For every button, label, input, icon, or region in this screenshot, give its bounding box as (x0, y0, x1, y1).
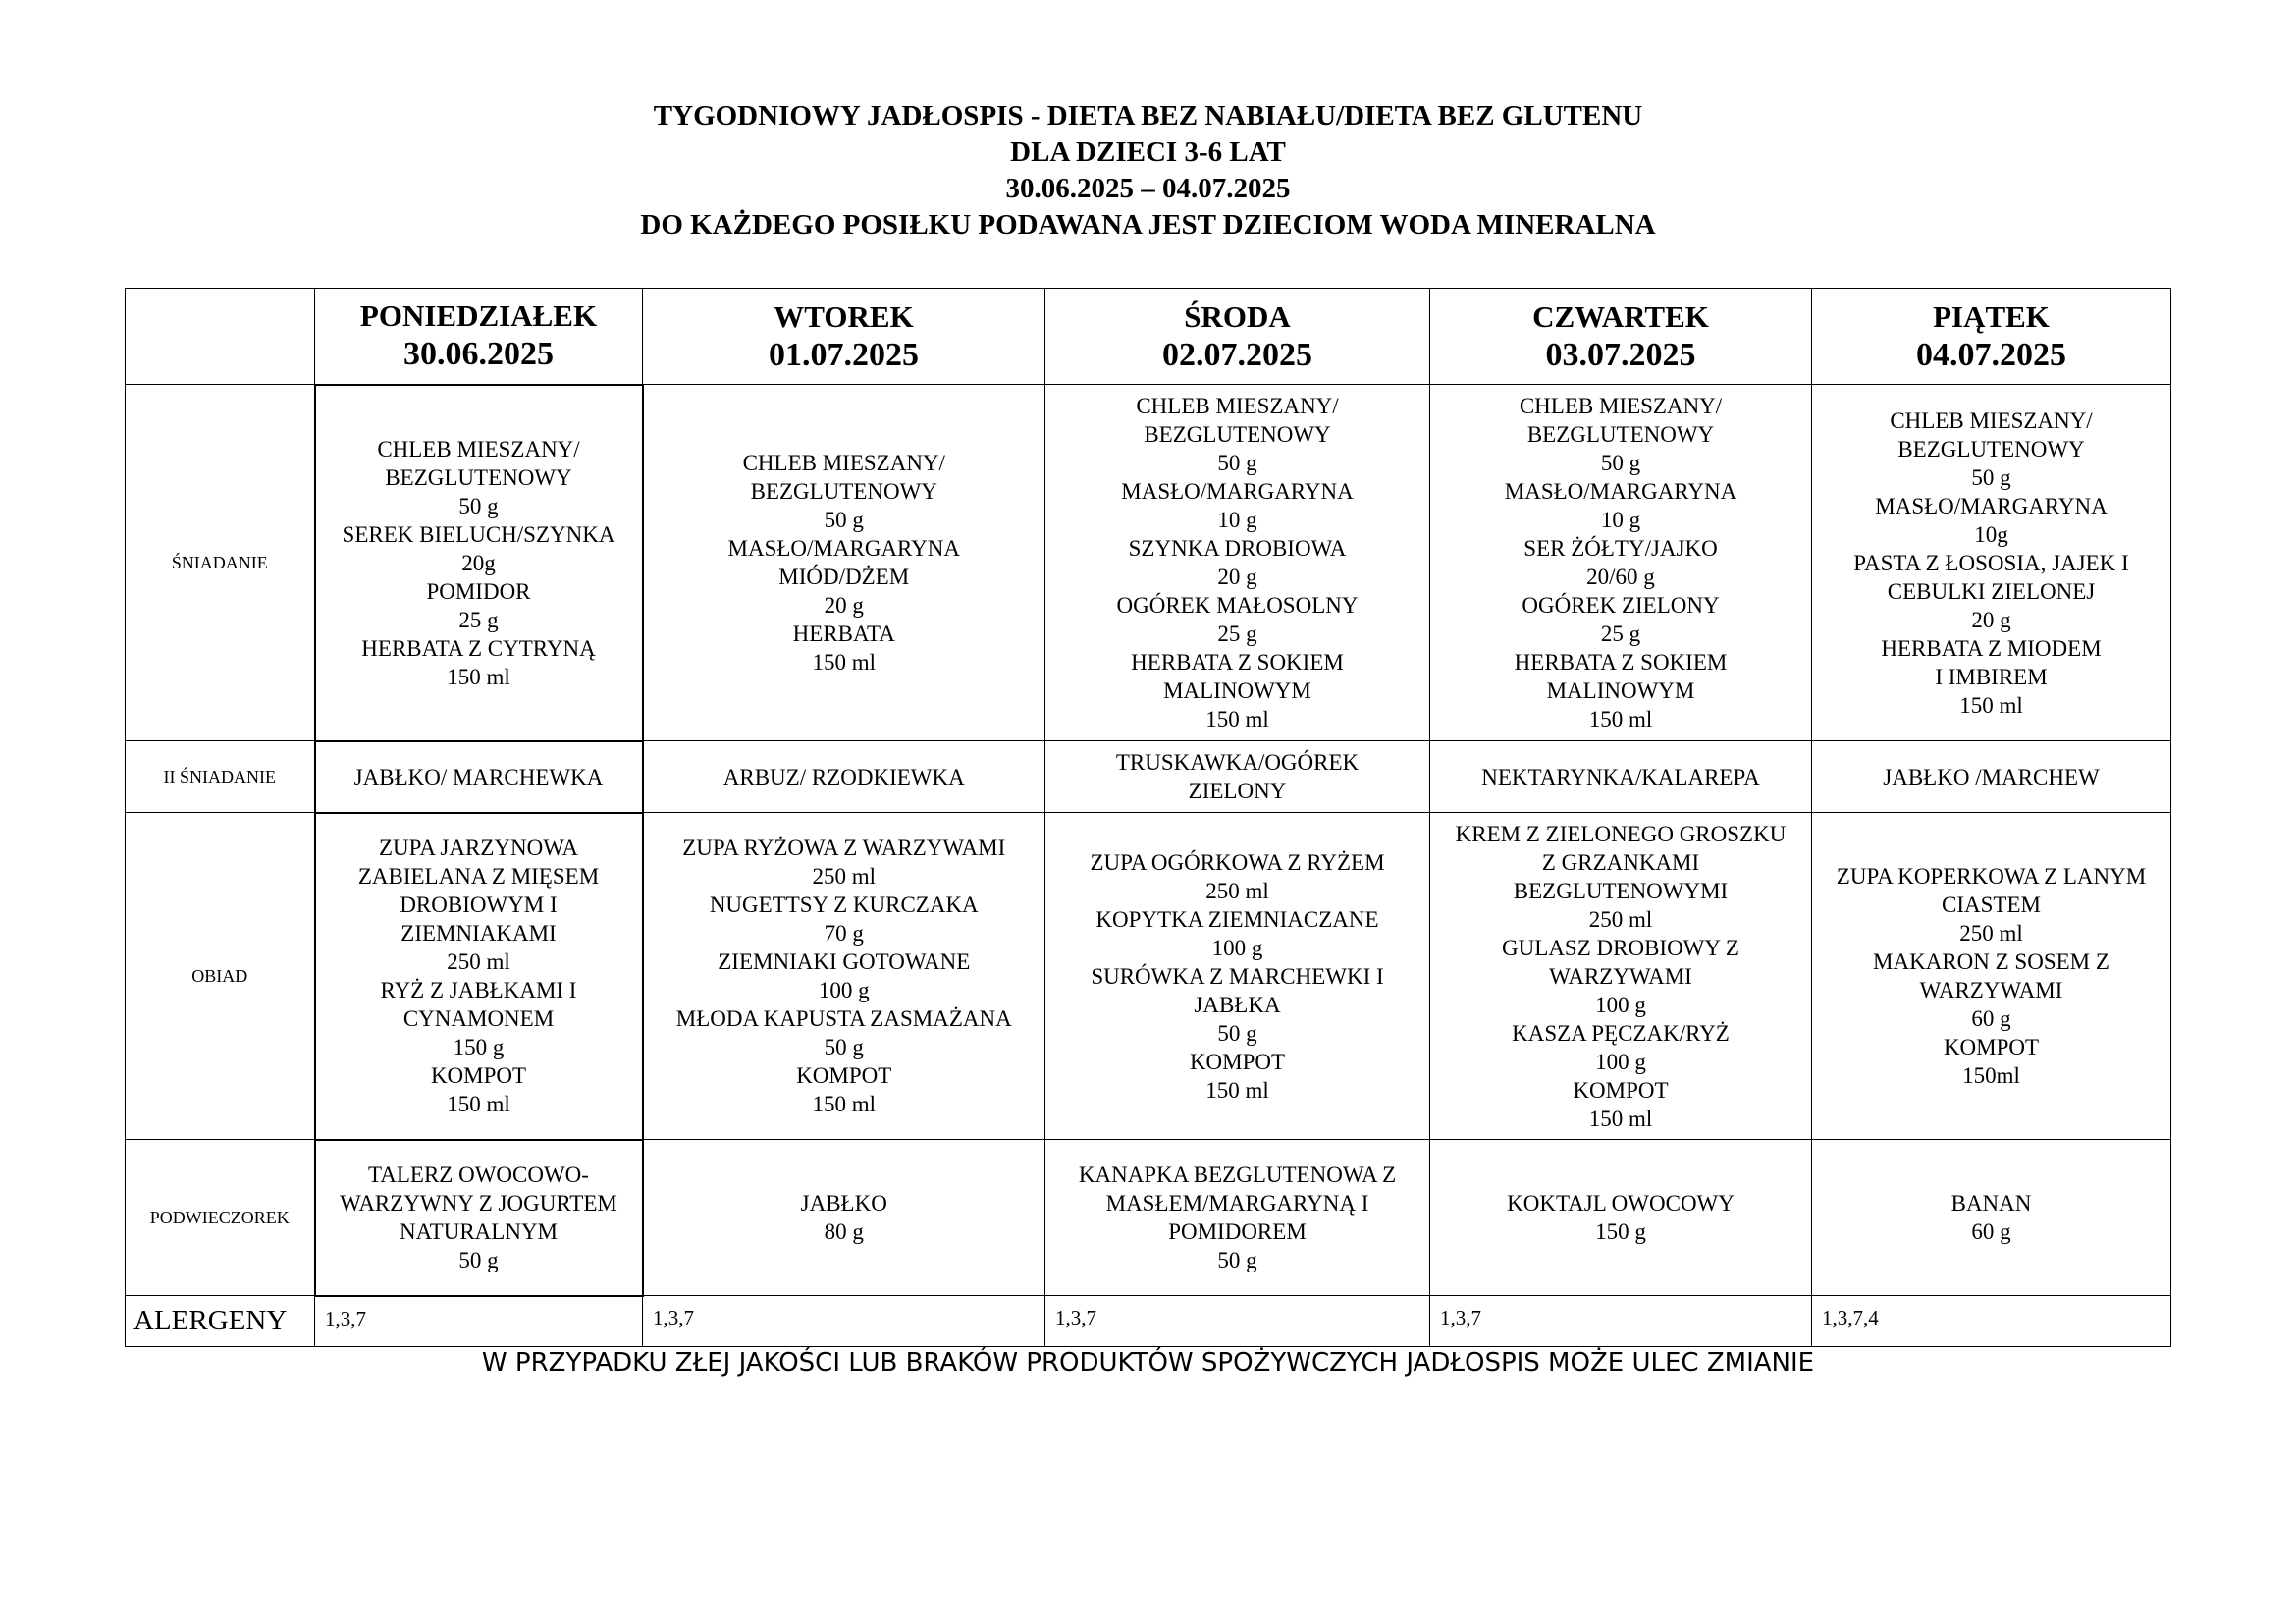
menu-line: KOMPOT (1573, 1077, 1669, 1103)
day-name: PIĄTEK (1933, 298, 2050, 334)
menu-line: WARZYWAMI (1919, 978, 2063, 1002)
menu-line: HERBATA (792, 622, 895, 646)
menu-line: 150 ml (812, 1092, 877, 1116)
menu-line: 250 ml (1959, 921, 2023, 946)
meal-label: ŚNIADANIE (126, 385, 315, 741)
menu-line: TALERZ OWOCOWO- (368, 1163, 589, 1187)
menu-line: KREM Z ZIELONEGO GROSZKU (1455, 821, 1787, 846)
meal-cell (1045, 741, 1430, 813)
day-header-wednesday (1045, 289, 1430, 385)
menu-line: JABŁKO (800, 1191, 887, 1216)
menu-line: KASZA PĘCZAK/RYŻ (1512, 1020, 1730, 1046)
allergens-value: 1,3,7 (1045, 1296, 1430, 1347)
menu-line: 20 g (824, 593, 864, 618)
age-group: DLA DZIECI 3-6 LAT (1010, 136, 1286, 168)
menu-line: POMIDOREM (1168, 1219, 1307, 1244)
menu-line: 10 g (1600, 508, 1641, 532)
menu-line: OGÓREK MAŁOSOLNY (1116, 593, 1359, 618)
allergens-label: ALERGENY (126, 1296, 315, 1347)
menu-line: BEZGLUTENOWY (385, 464, 572, 490)
allergens-value: 1,3,7 (1430, 1296, 1812, 1347)
meal-cell (1430, 813, 1812, 1140)
menu-line: SER ŻÓŁTY/JAJKO (1523, 536, 1718, 561)
weekly-menu-table (125, 288, 2171, 1347)
menu-line: 20g (461, 550, 496, 575)
day-name: CZWARTEK (1532, 298, 1709, 334)
menu-line: GULASZ DROBIOWY Z (1502, 935, 1739, 960)
meal-cell (1430, 385, 1812, 741)
meal-cell (1812, 813, 2171, 1140)
meal-cell (1045, 1140, 1430, 1296)
menu-line: 80 g (824, 1219, 864, 1244)
menu-line: JABŁKA (1194, 992, 1281, 1017)
allergens-value: 1,3,7 (643, 1296, 1045, 1347)
menu-line: 150 ml (447, 1092, 510, 1116)
meal-cell (1812, 1140, 2171, 1296)
meal-row-afternoon-snack (126, 1140, 2171, 1296)
day-header-tuesday (643, 289, 1045, 385)
menu-line: 100 g (818, 978, 870, 1002)
menu-line: 150 ml (447, 664, 510, 689)
menu-line: 100 g (1211, 935, 1263, 960)
menu-line: CHLEB MIESZANY/ (1519, 394, 1723, 418)
menu-line: 25 g (1600, 622, 1641, 646)
menu-line: DROBIOWYM I (400, 893, 558, 917)
menu-line: 60 g (1971, 1006, 2011, 1031)
menu-line: SEREK BIELUCH/SZYNKA (342, 521, 615, 547)
meal-cell (315, 385, 643, 741)
menu-line: 50 g (824, 508, 864, 532)
menu-line: 25 g (1217, 622, 1257, 646)
menu-line: 50 g (1971, 464, 2011, 490)
menu-line: RYŻ Z JABŁKAMI I (380, 978, 577, 1002)
meal-cell (1812, 741, 2171, 813)
menu-line: BEZGLUTENOWY (1897, 436, 2085, 461)
day-header-thursday (1430, 289, 1812, 385)
menu-line: NATURALNYM (400, 1219, 558, 1244)
menu-line: 150 ml (1588, 707, 1653, 731)
menu-line: 60 g (1971, 1219, 2011, 1244)
menu-line: MAKARON Z SOSEM Z (1873, 949, 2109, 974)
menu-line: SZYNKA DROBIOWA (1128, 536, 1347, 561)
menu-line: CHLEB MIESZANY/ (742, 451, 945, 475)
menu-line: BEZGLUTENOWY (750, 479, 937, 504)
menu-line: NUGETTSY Z KURCZAKA (709, 893, 979, 917)
menu-line: KOMPOT (796, 1063, 892, 1088)
day-name: PONIEDZIAŁEK (359, 298, 598, 334)
menu-line: MŁODA KAPUSTA ZASMAŻANA (675, 1006, 1012, 1031)
meal-cell (1812, 385, 2171, 741)
meal-cell (1045, 813, 1430, 1140)
menu-line: 150 ml (1205, 1077, 1269, 1103)
meal-cell (315, 1140, 643, 1296)
menu-line: ARBUZ/ RZODKIEWKA (722, 764, 965, 789)
menu-line: 150 ml (812, 650, 877, 675)
menu-line: 10g (1974, 521, 2008, 547)
menu-title: TYGODNIOWY JADŁOSPIS - DIETA BEZ NABIAŁU/DIETA BEZ GLUTENU (653, 100, 1643, 132)
day-date: 04.07.2025 (1916, 336, 2066, 373)
meal-cell (643, 741, 1045, 813)
day-name: WTOREK (774, 298, 914, 334)
meal-label: OBIAD (126, 813, 315, 1140)
allergens-value: 1,3,7,4 (1812, 1296, 2171, 1347)
menu-line: MASŁEM/MARGARYNĄ I (1105, 1191, 1369, 1216)
date-range: 30.06.2025 – 04.07.2025 (1005, 173, 1291, 204)
menu-line: PASTA Z ŁOSOSIA, JAJEK I (1853, 550, 2129, 575)
meal-row-lunch (126, 813, 2171, 1140)
menu-line: 150 ml (1205, 707, 1269, 731)
day-name: ŚRODA (1184, 298, 1291, 334)
corner-cell (126, 289, 315, 385)
menu-line: MALINOWYM (1546, 678, 1695, 703)
menu-line: HERBATA Z CYTRYNĄ (361, 635, 596, 661)
meal-cell (643, 385, 1045, 741)
menu-line: 50 g (458, 493, 499, 518)
day-date: 03.07.2025 (1545, 336, 1696, 373)
menu-line: SURÓWKA Z MARCHEWKI I (1091, 963, 1384, 989)
menu-line: Z GRZANKAMI (1541, 849, 1700, 875)
meal-cell (315, 741, 643, 813)
menu-line: MASŁO/MARGARYNA (1121, 479, 1354, 504)
meal-row-breakfast (126, 385, 2171, 741)
menu-line: ZIEMNIAKI GOTOWANE (718, 949, 971, 974)
menu-line: 20 g (1217, 565, 1257, 589)
menu-line: HERBATA Z SOKIEM (1131, 650, 1344, 675)
menu-line: KOKTAJL OWOCOWY (1507, 1191, 1735, 1216)
menu-line: CIASTEM (1942, 893, 2041, 917)
menu-line: BEZGLUTENOWYMI (1513, 878, 1729, 903)
footer-notice: W PRZYPADKU ZŁEJ JAKOŚCI LUB BRAKÓW PRODUKTÓW SPOŻYWCZYCH JADŁOSPIS MOŻE ULEC ZMIANIE (481, 1348, 1815, 1378)
meal-label: PODWIECZOREK (126, 1140, 315, 1296)
menu-line: HERBATA Z MIODEM (1881, 635, 2102, 661)
menu-line: POMIDOR (426, 578, 531, 604)
menu-line: 70 g (824, 921, 864, 946)
menu-line: ZABIELANA Z MIĘSEM (357, 864, 600, 889)
menu-line: 150 ml (1959, 692, 2023, 718)
menu-line: 50 g (1600, 451, 1641, 475)
menu-line: 10 g (1217, 508, 1257, 532)
menu-line: ZIELONY (1188, 779, 1287, 803)
menu-line: NEKTARYNKA/KALAREPA (1481, 764, 1760, 789)
menu-line: MIÓD/DŻEM (778, 565, 910, 589)
allergens-value: 1,3,7 (315, 1296, 643, 1347)
menu-line: ZUPA KOPERKOWA Z LANYM (1836, 864, 2147, 889)
menu-line: CYNAMONEM (402, 1006, 555, 1031)
menu-line: CHLEB MIESZANY/ (1136, 394, 1339, 418)
menu-line: OGÓREK ZIELONY (1522, 593, 1720, 618)
menu-line: I IMBIREM (1935, 664, 2048, 689)
menu-line: MASŁO/MARGARYNA (1504, 479, 1737, 504)
menu-line: 20 g (1971, 607, 2011, 632)
menu-line: MASŁO/MARGARYNA (727, 536, 960, 561)
day-date: 01.07.2025 (769, 336, 919, 373)
meal-cell (1430, 1140, 1812, 1296)
menu-title-block (0, 98, 2296, 244)
day-date: 30.06.2025 (403, 336, 554, 373)
menu-line: 50 g (1217, 1020, 1257, 1046)
meal-cell (1045, 385, 1430, 741)
menu-line: KOMPOT (1943, 1035, 2040, 1059)
menu-line: 250 ml (447, 949, 510, 974)
menu-line: CHLEB MIESZANY/ (1890, 407, 2093, 433)
meal-cell (643, 1140, 1045, 1296)
menu-line: JABŁKO/ MARCHEWKA (353, 764, 604, 789)
menu-line: CHLEB MIESZANY/ (377, 436, 580, 461)
menu-line: 50 g (458, 1248, 499, 1272)
menu-line: 25 g (458, 607, 499, 632)
menu-line: 250 ml (812, 864, 877, 889)
menu-line: CEBULKI ZIELONEJ (1887, 578, 2096, 604)
menu-line: 250 ml (1205, 878, 1269, 903)
meal-label: II ŚNIADANIE (126, 741, 315, 813)
day-header-row (126, 289, 2171, 385)
day-header-monday (315, 289, 643, 385)
day-date: 02.07.2025 (1162, 336, 1312, 373)
meal-cell (315, 813, 643, 1140)
menu-line: BANAN (1950, 1191, 2032, 1216)
meal-cell (1430, 741, 1812, 813)
menu-line: ZUPA JARZYNOWA (379, 836, 578, 860)
menu-line: BEZGLUTENOWY (1144, 422, 1331, 447)
menu-line: MALINOWYM (1163, 678, 1311, 703)
menu-line: KANAPKA BEZGLUTENOWA Z (1078, 1163, 1397, 1187)
menu-line: 20/60 g (1586, 565, 1655, 589)
menu-line: JABŁKO /MARCHEW (1883, 764, 2100, 789)
menu-line: MASŁO/MARGARYNA (1875, 493, 2108, 518)
water-notice: DO KAŻDEGO POSIŁKU PODAWANA JEST DZIECIOM WODA MINERALNA (640, 209, 1656, 241)
menu-line: KOMPOT (1189, 1049, 1286, 1074)
menu-line: 150 ml (1588, 1106, 1653, 1131)
menu-line: 150 g (1595, 1219, 1646, 1244)
menu-line: ZUPA OGÓRKOWA Z RYŻEM (1090, 849, 1385, 875)
allergens-row (126, 1296, 2171, 1347)
menu-line: WARZYWAMI (1549, 963, 1692, 989)
meal-cell (643, 813, 1045, 1140)
menu-line: 50 g (1217, 451, 1257, 475)
menu-line: 100 g (1595, 1049, 1646, 1074)
menu-line: BEZGLUTENOWY (1526, 422, 1715, 447)
menu-line: 150 g (453, 1035, 505, 1059)
menu-line: 100 g (1595, 992, 1646, 1017)
day-header-friday (1812, 289, 2171, 385)
menu-line: WARZYWNY Z JOGURTEM (340, 1191, 617, 1216)
menu-line: ZIEMNIAKAMI (400, 921, 557, 946)
menu-line: 50 g (824, 1035, 864, 1059)
menu-line: 250 ml (1588, 906, 1653, 932)
menu-line: 50 g (1217, 1248, 1257, 1272)
menu-line: KOPYTKA ZIEMNIACZANE (1095, 906, 1379, 932)
menu-line: ZUPA RYŻOWA Z WARZYWAMI (682, 836, 1006, 860)
menu-line: TRUSKAWKA/OGÓREK (1115, 750, 1360, 775)
menu-line: HERBATA Z SOKIEM (1514, 650, 1728, 675)
menu-line: KOMPOT (430, 1063, 527, 1088)
meal-row-second-breakfast (126, 741, 2171, 813)
menu-line: 150ml (1962, 1063, 2020, 1088)
